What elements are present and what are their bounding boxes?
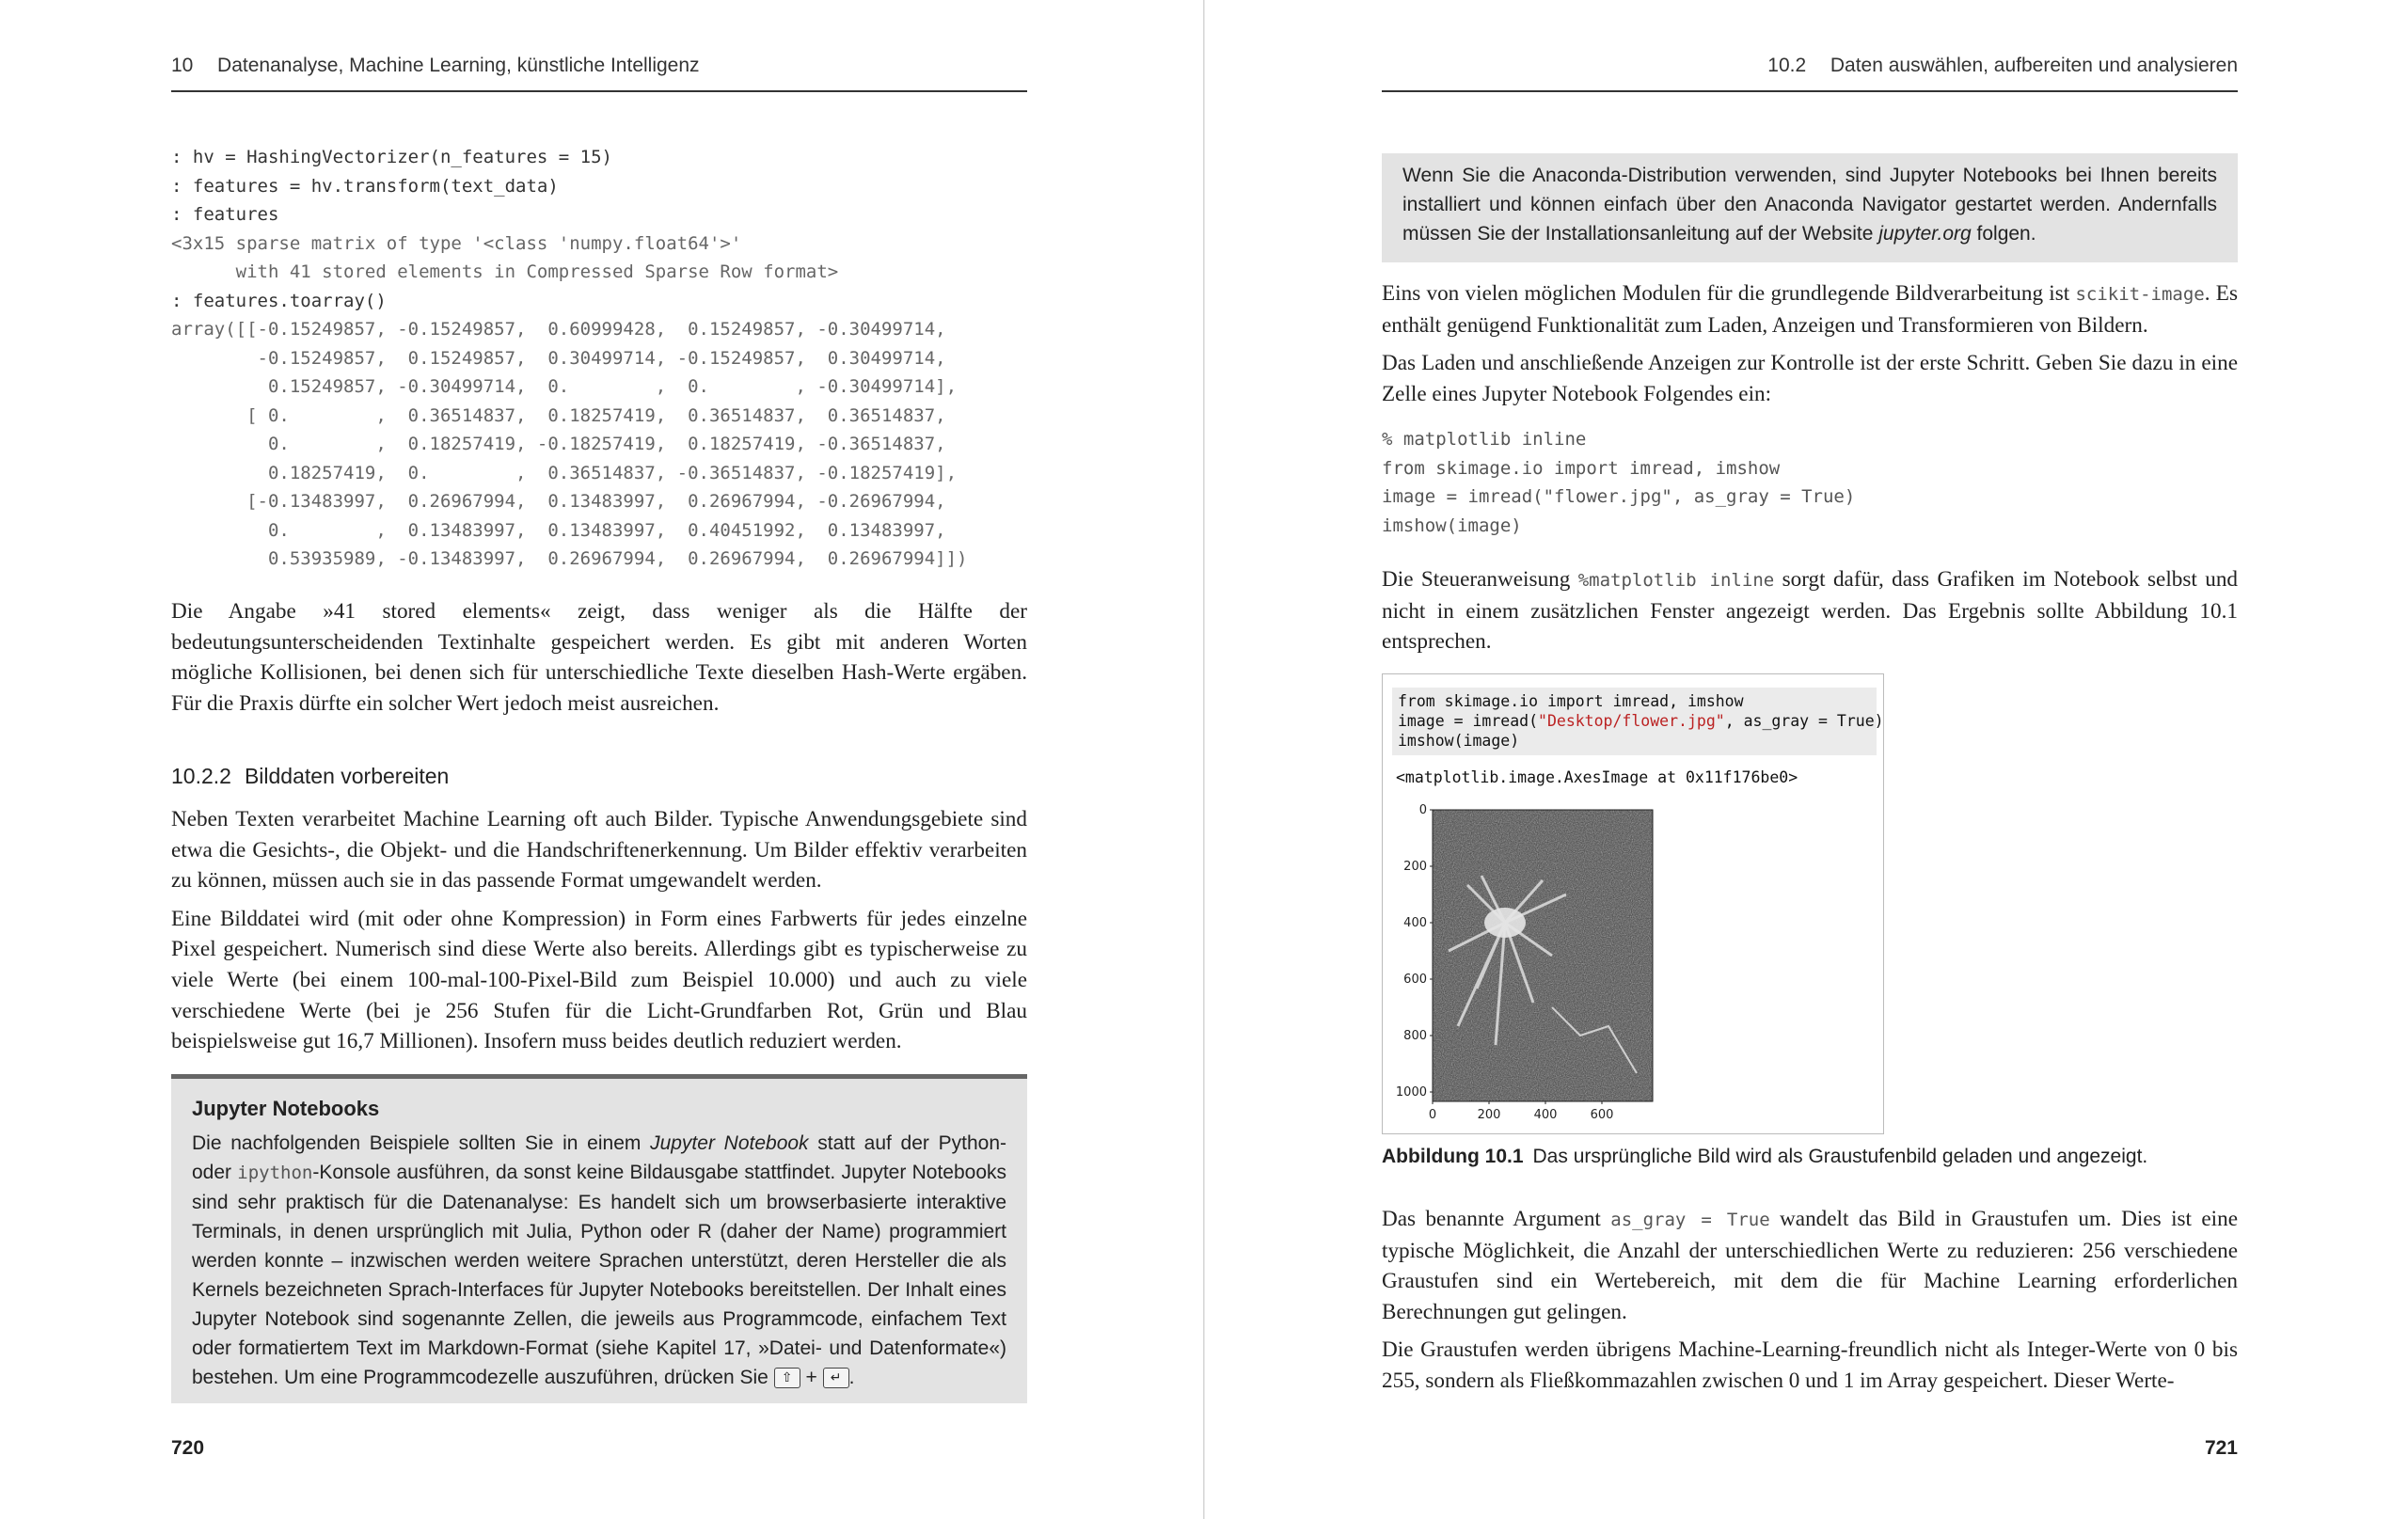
code-line: imshow(image) (1382, 514, 1522, 536)
code-line: array([[-0.15249857, -0.15249857, 0.60999428, 0.15249857, -0.30499714, (171, 319, 946, 340)
body-text (1382, 278, 2238, 417)
x-tick-label: 200 (1477, 1108, 1501, 1122)
paragraph: Die Steueranweisung %matplotlib inline sorgt dafür, dass Grafiken im Notebook selbst und nicht in einem zusätzlichen Fenster angezeigt werden. Das Ergebnis sollte Abbildung 10.1 entsprechen. (1382, 567, 2239, 655)
code-line: 0.53935989, -0.13483997, 0.26967994, 0.26967994, 0.26967994]]) (171, 548, 968, 569)
code-line: : features = hv.transform(text_data) (171, 175, 559, 197)
code-line: with 41 stored elements in Compressed Sparse Row format> (171, 261, 839, 282)
paragraph: Neben Texten verarbeitet Machine Learning oft auch Bilder. Typische Anwendungsgebiete sind etwa die Gesichts-, die Objekt- und die Handschriftenerkennung. Um Bilder effektiv verarbeiten zu können, müssen auch sie in das passende Format umgewandelt werden. (171, 807, 1027, 894)
code-line: : hv = HashingVectorizer(n_features = 15) (171, 147, 612, 167)
paragraph: Die Graustufen werden übrigens Machine-Learning-freundlich nicht als Integer-Werte von 0 bis 255, sondern als Fließkommazahlen zwischen 0 und 1 im Array gespeichert. Dieser Werte- (1382, 1337, 2238, 1393)
paragraph: Eins von vielen möglichen Modulen für die grundlegende Bildverarbeitung ist scikit-image. Es enthält genügend Funktionalität zum Laden, Anzeigen und Transformieren von Bildern. (1382, 281, 2238, 338)
x-tick-label: 400 (1533, 1108, 1558, 1122)
left-page (0, 0, 1203, 1519)
running-header-left (171, 55, 1027, 92)
code-line: <3x15 sparse matrix of type '<class 'numpy.float64'>' (171, 232, 742, 254)
page-number: 720 (171, 1437, 205, 1459)
code-line: -0.15249857, 0.15249857, 0.30499714, -0.15249857, 0.30499714, (171, 347, 946, 369)
paragraph: Die Angabe »41 stored elements« zeigt, dass weniger als die Hälfte der bedeutungsunterscheidenden Textinhalte gespeichert werden. Es gibt mit anderen Worten mögliche Kollisionen, bei denen sich für unterschiedliche Texte dieselben Hash-Werte ergäben. Für die Praxis dürfte ein solcher Wert jedoch meist ausreichen. (171, 599, 1027, 716)
code-line: 0.18257419, 0. , 0.36514837, -0.36514837, -0.18257419], (171, 462, 958, 483)
shift-key-icon: ⇧ (774, 1368, 800, 1388)
note-box-anaconda: Wenn Sie die Anaconda-Distribution verwenden, sind Jupyter Notebooks bei Ihnen bereits installiert und können einfach über den Anaconda Navigator gestartet werden. Andernfalls müssen Sie der Installationsanleitung auf der Website jupyter.org folgen. (1382, 153, 2238, 262)
code-listing (1382, 425, 2238, 540)
code-line: : features.toarray() (171, 290, 387, 311)
section-heading: 10.2.2 Bilddaten vorbereiten (171, 764, 450, 788)
y-tick-label: 1000 (1395, 1085, 1427, 1100)
page-number: 721 (2204, 1437, 2238, 1459)
paragraph: Das Laden und anschließende Anzeigen zur Kontrolle ist der erste Schritt. Geben Sie dazu in eine Zelle eines Jupyter Notebook Folgendes ein: (1382, 351, 2238, 406)
code-listing (171, 143, 1027, 574)
box-text: Die nachfolgenden Beispiele sollten Sie in einem Jupyter Notebook statt auf der Python- oder ipython-Konsole ausführen, da sonst keine Bildausgabe stattfindet. Jupyter Notebooks sind sehr praktisch für die Datenanalyse: Es handelt sich um browserbasierte interaktive Terminals, in denen ursprünglich mit Julia, Python oder R (daher der Name) programmiert werden konnte – inzwischen werden weitere Sprachen unterstützt, deren Hersteller die als Kernels bezeichneten Sprach-Interfaces für Jupyter Notebooks bereitstellen. Der Inhalt eines Jupyter Notebook sind sogenannte Zellen, die jeweils aus Programmcode, einfachem Text oder formatiertem Text im Markdown-Format (siehe Kapitel 17, »Datei- und Datenformate«) bestehen. Um eine Programmcodezelle auszuführen, drücken Sie ⇧ + ↵ . (192, 1132, 1007, 1388)
paragraph: Eine Bilddatei wird (mit oder ohne Kompression) in Form eines Farbwerts für jedes einzelne Pixel gespeichert. Numerisch sind diese Werte also bereits. Allerdings gibt es typischerweise zu viele Werte (bei einem 100-mal-100-Pixel-Bild zum Beispiel 10.000) und auch zu viele verschiedene Werte (bei je 256 Stufen für die Licht-Grundfarben Rot, Grün und Blau beispielsweise gut 16,7 Millionen). Insofern muss beides deutlich reduziert werden. (171, 906, 1027, 1054)
code-line: [-0.13483997, 0.26967994, 0.13483997, 0.26967994, -0.26967994, (171, 491, 946, 512)
y-tick-label: 0 (1418, 803, 1427, 817)
code-line: % matplotlib inline (1382, 429, 1587, 450)
x-tick-label: 600 (1590, 1108, 1614, 1122)
code-line: 0. , 0.13483997, 0.13483997, 0.40451992, 0.13483997, (171, 519, 946, 541)
notebook-code-cell: from skimage.io import imread, imshow image = imread("Desktop/flower.jpg", as_gray = True) imshow(image) (1392, 688, 1877, 755)
code-line: from skimage.io import imread, imshow (1382, 457, 1781, 479)
code-line: 0. , 0.18257419, -0.18257419, 0.18257419, -0.36514837, (171, 434, 946, 454)
code-line: : features (171, 204, 279, 225)
code-line: [ 0. , 0.36514837, 0.18257419, 0.36514837, 0.36514837, (171, 404, 946, 426)
grayscale-image (1433, 810, 1653, 1101)
flower-image-plot (1392, 791, 1674, 1130)
section-number: 10.2 (1767, 55, 1807, 76)
y-tick-label: 200 (1403, 860, 1427, 874)
running-header-right (1382, 55, 2238, 92)
figure-notebook-screenshot (1382, 673, 1884, 1134)
y-tick-label: 800 (1403, 1029, 1427, 1043)
right-page (1205, 0, 2408, 1519)
enter-key-icon: ↵ (823, 1368, 849, 1388)
body-text (1382, 1204, 2238, 1404)
info-box-jupyter (171, 1074, 1027, 1403)
code-line: image = imread("flower.jpg", as_gray = True) (1382, 486, 1856, 507)
chapter-title: Datenanalyse, Machine Learning, künstliche Intelligenz (217, 55, 700, 76)
x-tick-label: 0 (1428, 1108, 1437, 1122)
chapter-number: 10 (171, 55, 194, 76)
figure-caption: Abbildung 10.1 Das ursprüngliche Bild wird als Graustufenbild geladen und angezeigt. (1382, 1146, 2148, 1167)
body-text (171, 804, 1027, 1065)
section-title: Daten auswählen, aufbereiten und analysieren (1830, 55, 2238, 76)
paragraph: Das benannte Argument as_gray = True wandelt das Bild in Graustufen um. Dies ist eine typische Möglichkeit, die Anzahl der unterschiedlichen Werte zu reduzieren: 256 verschiedene Graustufen sind ein Wertebereich, mit dem die für Machine Learning erforderlichen Berechnungen gut gelingen. (1382, 1207, 2238, 1324)
y-tick-label: 600 (1403, 973, 1427, 987)
box-title: Jupyter Notebooks (192, 1097, 380, 1120)
notebook-output: <matplotlib.image.AxesImage at 0x11f176be0> (1396, 768, 1798, 786)
code-line: 0.15249857, -0.30499714, 0. , 0. , -0.30499714], (171, 376, 958, 397)
y-tick-label: 400 (1403, 916, 1427, 930)
